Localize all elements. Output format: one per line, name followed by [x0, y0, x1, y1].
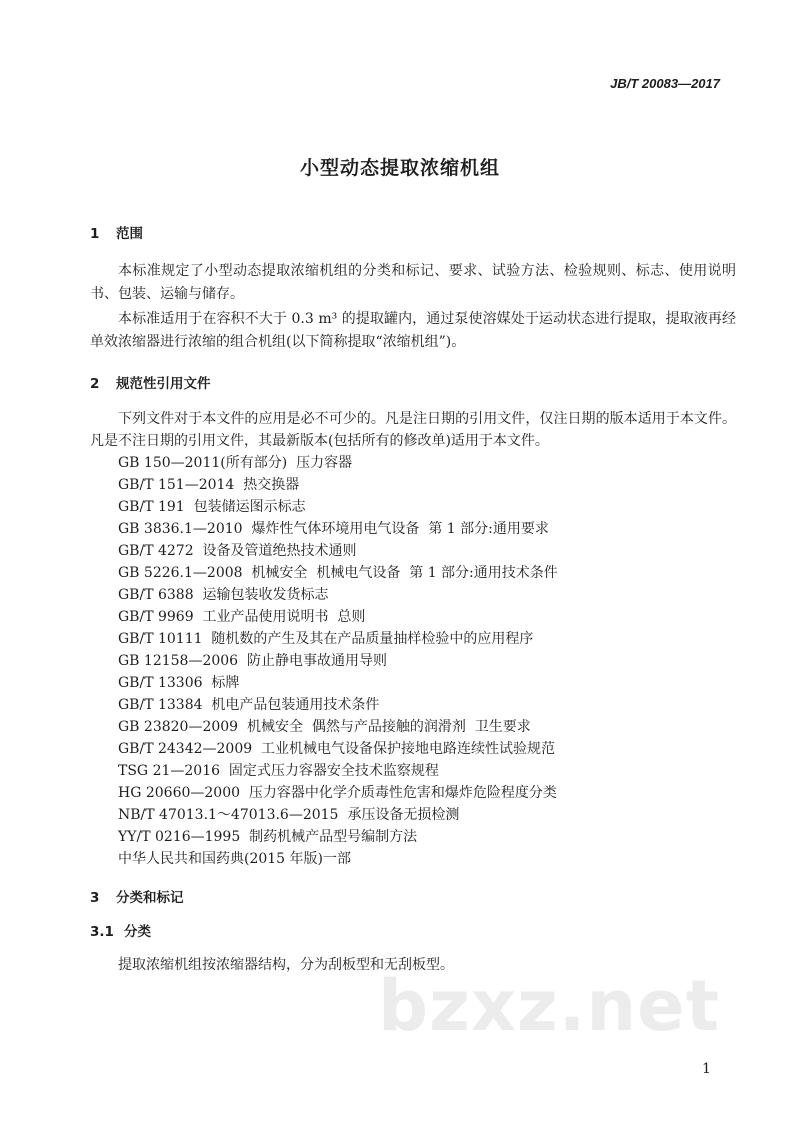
reference-item: GB/T 24342—2009 工业机械电气设备保护接地电路连续性试验规范 — [118, 741, 556, 757]
section-number: 1 — [90, 226, 100, 242]
section-3-heading — [90, 888, 736, 908]
reference-item: YY/T 0216—1995 制药机械产品型号编制方法 — [118, 829, 418, 845]
reference-item: GB 23820—2009 机械安全 偶然与产品接触的润滑剂 卫生要求 — [118, 719, 531, 735]
reference-item: GB/T 10111 随机数的产生及其在产品质量抽样检验中的应用程序 — [118, 631, 534, 647]
reference-item: GB 12158—2006 防止静电事故通用导则 — [118, 653, 387, 669]
scope-paragraph-1: 本标准规定了小型动态提取浓缩机组的分类和标记、要求、试验方法、检验规则、标志、使用说明书、包装、运输与储存。 — [90, 263, 736, 302]
section-title: 分类 — [124, 924, 151, 940]
section-title: 分类和标记 — [116, 890, 184, 906]
standard-number: JB/T 20083—2017 — [610, 76, 720, 91]
section-3-1-heading — [90, 922, 736, 942]
reference-item: 中华人民共和国药典(2015 年版)一部 — [118, 851, 352, 867]
section-number: 2 — [90, 376, 100, 392]
section-title: 范围 — [116, 226, 143, 242]
classification-paragraph: 提取浓缩机组按浓缩器结构，分为刮板型和无刮板型。 — [118, 957, 454, 973]
section-number: 3 — [90, 890, 100, 906]
reference-item: GB/T 6388 运输包装收发货标志 — [118, 587, 329, 603]
reference-item: GB/T 151—2014 热交换器 — [118, 477, 300, 493]
reference-item: GB/T 13306 标牌 — [118, 675, 240, 691]
section-title: 规范性引用文件 — [116, 376, 211, 392]
scope-paragraph-2: 本标准适用于在容积不大于 0.3 m³ 的提取罐内，通过泵使溶媒处于运动状态进行提取，提取液再经单效浓缩器进行浓缩的组合机组(以下简称提取“浓缩机组”)。 — [90, 311, 736, 350]
section-number: 3.1 — [90, 924, 114, 940]
reference-list — [118, 452, 736, 870]
reference-item: NB/T 47013.1～47013.6—2015 承压设备无损检测 — [118, 807, 460, 823]
reference-item: GB 150—2011(所有部分) 压力容器 — [118, 455, 353, 471]
reference-item: GB/T 191 包装储运图示标志 — [118, 499, 306, 515]
section-1-heading — [90, 224, 736, 244]
watermark: bzxz.net — [378, 965, 721, 1047]
reference-item: GB/T 4272 设备及管道绝热技术通则 — [118, 543, 357, 559]
references-intro: 下列文件对于本文件的应用是必不可少的。凡是注日期的引用文件，仅注日期的版本适用于本文件。凡是不注日期的引用文件，其最新版本(包括所有的修改单)适用于本文件。 — [90, 411, 736, 449]
document-title: 小型动态提取浓缩机组 — [299, 157, 500, 179]
reference-item: GB/T 13384 机电产品包装通用技术条件 — [118, 697, 380, 713]
section-2-heading — [90, 374, 736, 394]
page-number: 1 — [702, 1061, 711, 1077]
document-body — [90, 224, 736, 977]
reference-item: TSG 21—2016 固定式压力容器安全技术监察规程 — [118, 763, 439, 779]
reference-item: HG 20660—2000 压力容器中化学介质毒性危害和爆炸危险程度分类 — [118, 785, 557, 801]
reference-item: GB 3836.1—2010 爆炸性气体环境用电气设备 第 1 部分:通用要求 — [118, 521, 549, 537]
reference-item: GB 5226.1—2008 机械安全 机械电气设备 第 1 部分:通用技术条件 — [118, 565, 558, 581]
reference-item: GB/T 9969 工业产品使用说明书 总则 — [118, 609, 366, 625]
